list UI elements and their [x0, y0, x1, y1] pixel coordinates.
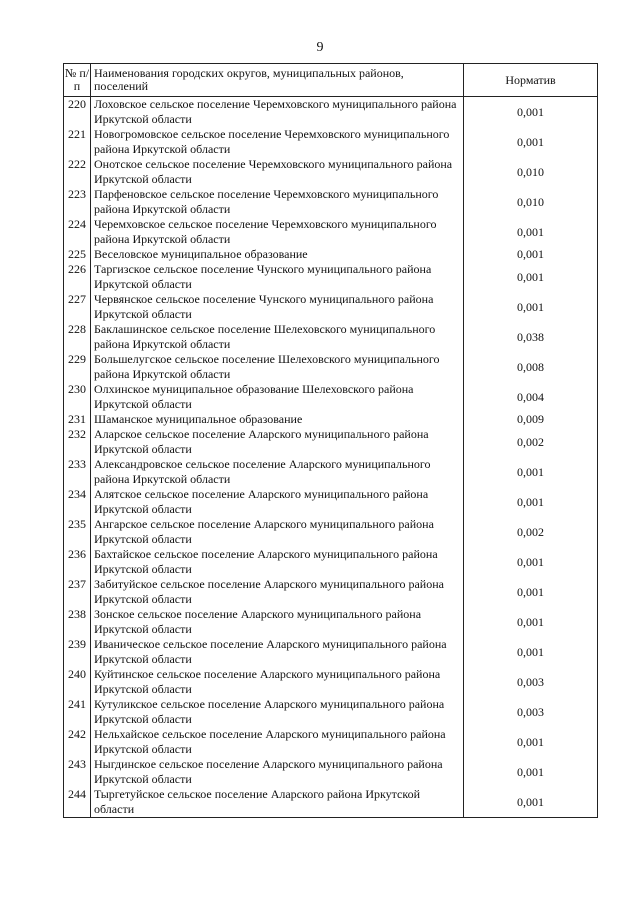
row-name: Иваническое сельское поселение Аларского муниципального района Иркутской области: [91, 637, 464, 667]
table-row: [64, 247, 598, 262]
row-name: Александровское сельское поселение Аларского муниципального района Иркутской области: [91, 457, 464, 487]
table-row: [64, 412, 598, 427]
table-row: [64, 697, 598, 727]
row-name: Зонское сельское поселение Аларского муниципального района Иркутской области: [91, 607, 464, 637]
row-name: Червянское сельское поселение Чунского муниципального района Иркутской области: [91, 292, 464, 322]
row-normative: 0,004: [464, 382, 598, 412]
row-normative: 0,001: [464, 487, 598, 517]
row-normative: 0,001: [464, 757, 598, 787]
row-number: 244: [64, 787, 91, 818]
row-number: 239: [64, 637, 91, 667]
table-row: [64, 667, 598, 697]
row-normative: 0,001: [464, 457, 598, 487]
row-name: Аларское сельское поселение Аларского муниципального района Иркутской области: [91, 427, 464, 457]
row-normative: 0,001: [464, 607, 598, 637]
table-row: [64, 352, 598, 382]
row-normative: 0,001: [464, 127, 598, 157]
row-number: 222: [64, 157, 91, 187]
table-row: [64, 607, 598, 637]
row-normative: 0,001: [464, 247, 598, 262]
table-row: [64, 217, 598, 247]
row-name: Бахтайское сельское поселение Аларского муниципального района Иркутской области: [91, 547, 464, 577]
header-normative: Норматив: [464, 64, 598, 97]
row-name: Новогромовское сельское поселение Черемховского муниципального района Иркутской области: [91, 127, 464, 157]
table-row: [64, 382, 598, 412]
row-number: 241: [64, 697, 91, 727]
row-normative: 0,001: [464, 262, 598, 292]
row-number: 234: [64, 487, 91, 517]
row-number: 242: [64, 727, 91, 757]
row-normative: 0,001: [464, 727, 598, 757]
row-name: Тыргетуйское сельское поселение Аларского района Иркутской области: [91, 787, 464, 818]
row-normative: 0,001: [464, 217, 598, 247]
table-row: [64, 127, 598, 157]
row-number: 235: [64, 517, 91, 547]
row-name: Кутуликское сельское поселение Аларского муниципального района Иркутской области: [91, 697, 464, 727]
table-header-row: [64, 64, 598, 97]
row-name: Алятское сельское поселение Аларского муниципального района Иркутской области: [91, 487, 464, 517]
row-number: 243: [64, 757, 91, 787]
row-name: Забитуйское сельское поселение Аларского муниципального района Иркутской области: [91, 577, 464, 607]
row-normative: 0,001: [464, 577, 598, 607]
row-name: Лоховское сельское поселение Черемховского муниципального района Иркутской области: [91, 97, 464, 128]
row-name: Онотское сельское поселение Черемховского муниципального района Иркутской области: [91, 157, 464, 187]
table-row: [64, 457, 598, 487]
row-number: 237: [64, 577, 91, 607]
row-name: Нельхайское сельское поселение Аларского муниципального района Иркутской области: [91, 727, 464, 757]
page-number: 9: [316, 40, 324, 55]
row-number: 229: [64, 352, 91, 382]
row-normative: 0,001: [464, 787, 598, 818]
row-name: Шаманское муниципальное образование: [91, 412, 464, 427]
table-row: [64, 787, 598, 818]
table-row: [64, 322, 598, 352]
row-normative: 0,010: [464, 187, 598, 217]
row-normative: 0,009: [464, 412, 598, 427]
table-row: [64, 547, 598, 577]
row-normative: 0,008: [464, 352, 598, 382]
row-number: 223: [64, 187, 91, 217]
table-row: [64, 517, 598, 547]
row-normative: 0,001: [464, 547, 598, 577]
row-normative: 0,003: [464, 697, 598, 727]
table-row: [64, 487, 598, 517]
table-row: [64, 757, 598, 787]
table-row: [64, 262, 598, 292]
table-row: [64, 637, 598, 667]
row-number: 225: [64, 247, 91, 262]
row-normative: 0,003: [464, 667, 598, 697]
row-number: 238: [64, 607, 91, 637]
header-number: № п/п: [64, 64, 91, 97]
row-name: Таргизское сельское поселение Чунского муниципального района Иркутской области: [91, 262, 464, 292]
row-normative: 0,001: [464, 292, 598, 322]
row-number: 224: [64, 217, 91, 247]
row-number: 226: [64, 262, 91, 292]
table-row: [64, 187, 598, 217]
row-number: 230: [64, 382, 91, 412]
row-number: 221: [64, 127, 91, 157]
row-number: 232: [64, 427, 91, 457]
row-name: Баклашинское сельское поселение Шелеховского муниципального района Иркутской области: [91, 322, 464, 352]
row-normative: 0,002: [464, 427, 598, 457]
row-number: 231: [64, 412, 91, 427]
table-row: [64, 97, 598, 128]
row-name: Олхинское муниципальное образование Шелеховского района Иркутской области: [91, 382, 464, 412]
normative-table: [63, 63, 598, 818]
table-row: [64, 427, 598, 457]
table-body: [64, 97, 598, 818]
header-name: Наименования городских округов, муниципальных районов, поселений: [91, 64, 464, 97]
row-name: Ангарское сельское поселение Аларского муниципального района Иркутской области: [91, 517, 464, 547]
row-number: 227: [64, 292, 91, 322]
table-row: [64, 727, 598, 757]
row-name: Ныгдинское сельское поселение Аларского муниципального района Иркутской области: [91, 757, 464, 787]
table-row: [64, 577, 598, 607]
row-normative: 0,010: [464, 157, 598, 187]
row-name: Черемховское сельское поселение Черемховского муниципального района Иркутской области: [91, 217, 464, 247]
row-normative: 0,002: [464, 517, 598, 547]
row-number: 240: [64, 667, 91, 697]
row-name: Большелугское сельское поселение Шелеховского муниципального района Иркутской области: [91, 352, 464, 382]
row-name: Веселовское муниципальное образование: [91, 247, 464, 262]
row-normative: 0,001: [464, 637, 598, 667]
row-number: 220: [64, 97, 91, 128]
row-normative: 0,001: [464, 97, 598, 128]
row-name: Куйтинское сельское поселение Аларского муниципального района Иркутской области: [91, 667, 464, 697]
row-number: 233: [64, 457, 91, 487]
table-row: [64, 157, 598, 187]
row-name: Парфеновское сельское поселение Черемховского муниципального района Иркутской области: [91, 187, 464, 217]
row-number: 236: [64, 547, 91, 577]
row-normative: 0,038: [464, 322, 598, 352]
row-number: 228: [64, 322, 91, 352]
table-row: [64, 292, 598, 322]
